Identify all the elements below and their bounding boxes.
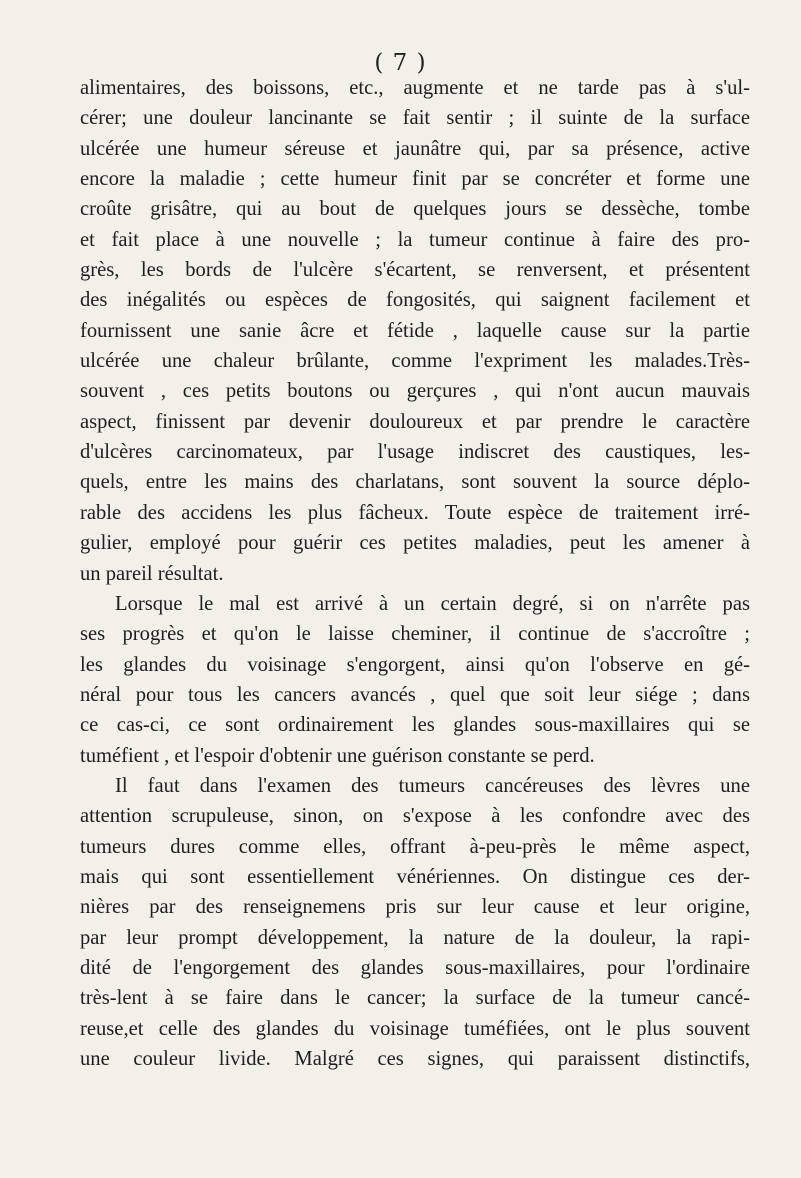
text-line: par leur prompt développement, la nature de la douleur, la rapi- [80, 926, 750, 949]
text-line: gulier, employé pour guérir ces petites maladies, peut les amener à [80, 532, 750, 555]
body-text [80, 73, 750, 1074]
text-line: aspect, finissent par devenir douloureux et par prendre le caractère [80, 410, 750, 433]
text-line: croûte grisâtre, qui au bout de quelques jours se dessèche, tombe [80, 198, 750, 221]
text-line: attention scrupuleuse, sinon, on s'expose à les confondre avec des [80, 805, 750, 828]
text-line: nières par des renseignemens pris sur leur cause et leur origine, [80, 896, 750, 919]
text-line: les glandes du voisinage s'engorgent, ainsi qu'on l'observe en gé- [80, 653, 750, 676]
text-line: tuméfient , et l'espoir d'obtenir une guérison constante se perd. [80, 744, 595, 767]
text-line: grès, les bords de l'ulcère s'écartent, se renversent, et présentent [80, 259, 750, 282]
text-line: quels, entre les mains des charlatans, sont souvent la source déplo- [80, 471, 750, 494]
text-line: des inégalités ou espèces de fongosités, qui saignent facilement et [80, 289, 750, 312]
text-line: reuse,et celle des glandes du voisinage tuméfiées, ont le plus souvent [80, 1017, 750, 1040]
text-line: tumeurs dures comme elles, offrant à-peu-près le même aspect, [80, 835, 750, 858]
text-line: Lorsque le mal est arrivé à un certain degré, si on n'arrête pas [115, 592, 750, 615]
text-line: une couleur livide. Malgré ces signes, qui paraissent distinctifs, [80, 1048, 750, 1070]
text-line: ses progrès et qu'on le laisse cheminer, il continue de s'accroître ; [80, 623, 750, 646]
text-line: souvent , ces petits boutons ou gerçures , qui n'ont aucun mauvais [80, 380, 750, 403]
text-line: ce cas-ci, ce sont ordinairement les glandes sous-maxillaires qui se [80, 714, 750, 737]
text-line: dité de l'engorgement des glandes sous-maxillaires, pour l'ordinaire [80, 956, 750, 979]
text-line: ulcérée une chaleur brûlante, comme l'expriment les malades.Très- [80, 350, 750, 373]
page-number: ( 7 ) [374, 50, 427, 76]
text-line: cérer; une douleur lancinante se fait sentir ; il suinte de la surface [80, 107, 750, 130]
text-line: Il faut dans l'examen des tumeurs cancéreuses des lèvres une [115, 774, 750, 797]
text-line: mais qui sont essentiellement vénériennes. On distingue ces der- [80, 865, 750, 888]
text-line: ulcérée une humeur séreuse et jaunâtre qui, par sa présence, active [80, 137, 750, 160]
text-line: fournissent une sanie âcre et fétide , laquelle cause sur la partie [80, 319, 750, 342]
text-line: et fait place à une nouvelle ; la tumeur continue à faire des pro- [80, 228, 750, 251]
text-line: très-lent à se faire dans le cancer; la surface de la tumeur cancé- [80, 987, 750, 1010]
text-line: un pareil résultat. [80, 562, 224, 585]
text-line: alimentaires, des boissons, etc., augmente et ne tarde pas à s'ul- [80, 77, 750, 99]
text-line: néral pour tous les cancers avancés , quel que soit leur siége ; dans [80, 683, 750, 706]
text-line: d'ulcères carcinomateux, par l'usage indiscret des caustiques, les- [80, 441, 750, 464]
text-line: rable des accidens les plus fâcheux. Toute espèce de traitement irré- [80, 501, 750, 524]
text-line: encore la maladie ; cette humeur finit par se concréter et forme une [80, 168, 750, 191]
